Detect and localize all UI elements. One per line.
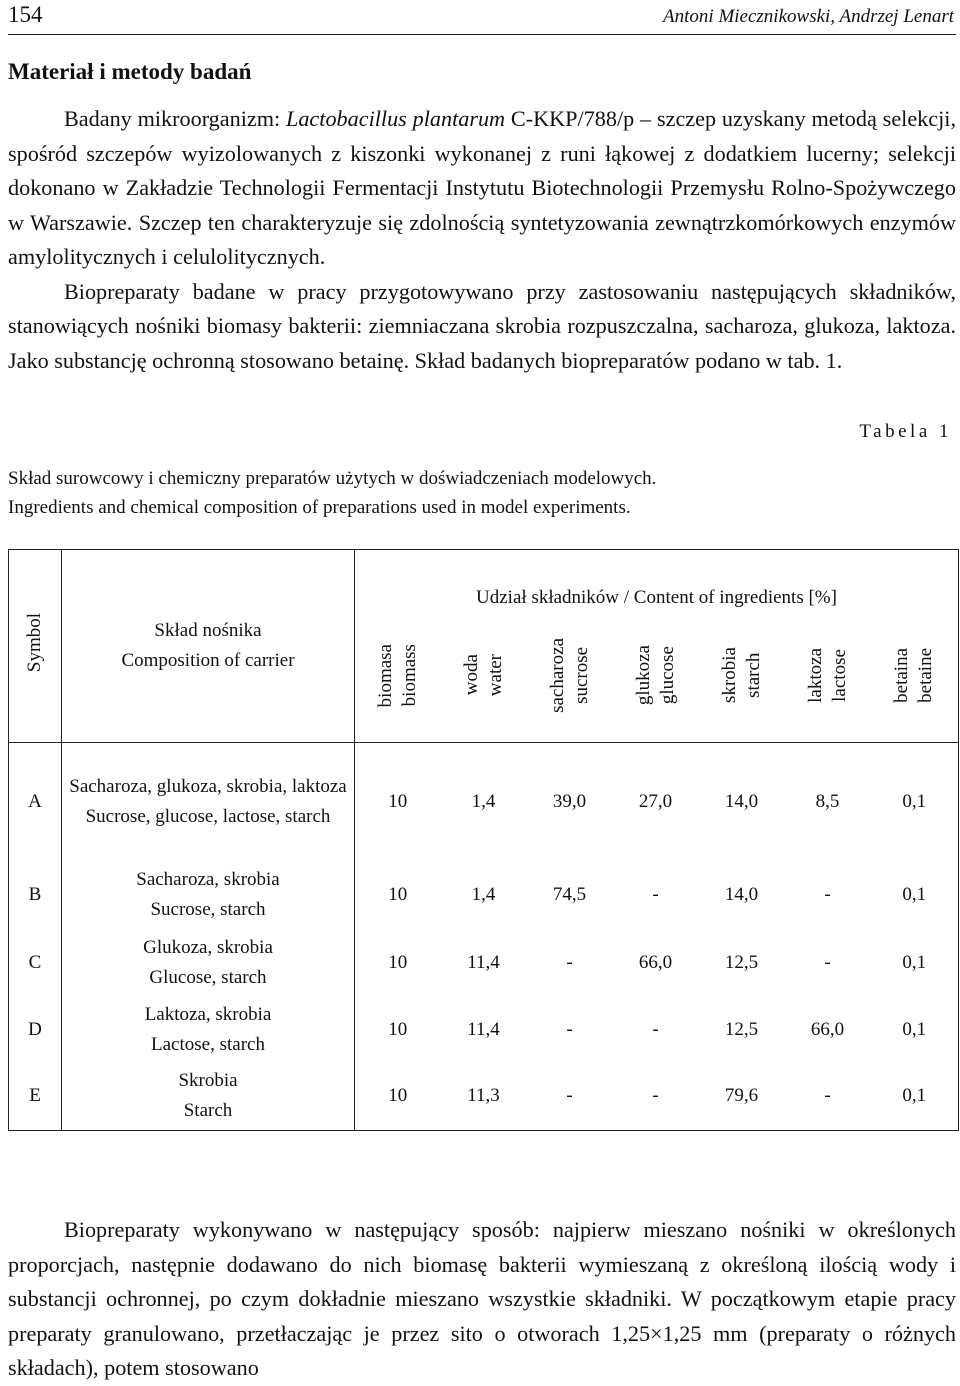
carrier-en: Starch bbox=[183, 1100, 233, 1122]
value-cell: 10 bbox=[388, 790, 408, 812]
paragraph-1-rest: C-KKP/788/p – szczep uzyskany metodą selekcji, spośród szczepów wyizolowanych z kiszonki wykonanej z runi łąkowej z dodatkiem lucerny; selekcji dokonano w Zakładzie Technologii Fermentacji Instytutu Biotechnologii Przemysłu Rolno-Spożywczego w Warszawie. Szczep ten charakteryzuje się zdolnością syntetyzowania zewnątrzkomórkowych enzymów amylolitycznych i celulolitycznych. bbox=[8, 106, 956, 269]
table-row bbox=[9, 997, 959, 1063]
ingredient-header-pl: sacharoza bbox=[546, 637, 568, 713]
ingredient-header-pl: skrobia bbox=[718, 647, 740, 704]
value-cell: 0,1 bbox=[871, 861, 959, 929]
value-cell: - bbox=[652, 883, 659, 905]
row-carrier bbox=[62, 997, 355, 1063]
value-cell: - bbox=[652, 1018, 659, 1040]
page-header bbox=[8, 0, 956, 35]
ingredient-header-pl: biomasa bbox=[374, 643, 396, 707]
value-cell: - bbox=[566, 1018, 573, 1040]
section-title: Materiał i metody badań bbox=[8, 59, 252, 84]
carrier-pl: Skrobia bbox=[178, 1070, 238, 1092]
value-cell: 1,4 bbox=[471, 790, 496, 812]
ingredient-header-en: starch bbox=[742, 652, 764, 698]
species-name: Lactobacillus plantarum bbox=[286, 106, 506, 131]
row-symbol: D bbox=[9, 997, 62, 1063]
table-row bbox=[9, 929, 959, 997]
value-cell: 11,4 bbox=[467, 951, 500, 973]
table-label: Tabela 1 bbox=[859, 421, 952, 442]
value-cell: 12,5 bbox=[724, 1018, 759, 1040]
carrier-en: Lactose, starch bbox=[151, 1033, 265, 1055]
table-row bbox=[9, 861, 959, 929]
value-cell: 14,0 bbox=[724, 883, 759, 905]
value-cell: 0,1 bbox=[871, 929, 959, 997]
paragraph-1-start: Badany mikroorganizm: bbox=[64, 106, 286, 131]
value-cell: 8,5 bbox=[815, 790, 840, 812]
content-header: Udział składników / Content of ingredients [%] bbox=[355, 550, 959, 615]
value-cell: - bbox=[785, 1063, 871, 1131]
ingredient-header-en: glucose bbox=[656, 646, 678, 705]
carrier-header-pl: Skład nośnika bbox=[154, 620, 262, 641]
ingredient-header-pl: laktoza bbox=[804, 647, 826, 703]
document-page bbox=[8, 0, 956, 1380]
running-head: Antoni Miecznikowski, Andrzej Lenart bbox=[663, 6, 954, 27]
value-cell: 39,0 bbox=[552, 790, 587, 812]
carrier-header-en: Composition of carrier bbox=[121, 650, 295, 671]
row-symbol: B bbox=[9, 861, 62, 929]
ingredient-header-en: sucrose bbox=[570, 646, 592, 704]
ingredient-header-pl: woda bbox=[460, 654, 482, 696]
value-cell: 11,4 bbox=[467, 1018, 500, 1040]
value-cell: - bbox=[824, 951, 831, 973]
value-cell: 10 bbox=[388, 1018, 408, 1040]
ingredient-header-starch bbox=[699, 615, 785, 743]
ingredient-header-en: biomass bbox=[398, 644, 420, 707]
value-cell: 1,4 bbox=[471, 883, 496, 905]
value-cell: 10 bbox=[388, 883, 408, 905]
ingredient-header-glucose bbox=[613, 615, 699, 743]
value-cell: 0,1 bbox=[871, 743, 959, 861]
value-cell: 0,1 bbox=[871, 1063, 959, 1131]
ingredient-header-en: lactose bbox=[828, 648, 850, 702]
row-symbol: C bbox=[9, 929, 62, 997]
symbol-header: Symbol bbox=[24, 613, 45, 673]
paragraph-3: Biopreparaty wykonywano w następujący sposób: najpierw mieszano nośniki w określonych proporcjach, następnie dodawano do nich biomasę bakterii wymieszaną z określoną ilością wody i substancji ochronnej, po czym dokładnie mieszano wszystkie składniki. W początkowym etapie pracy preparaty granulowano, przetłaczając je przez sito o otworach 1,25×1,25 mm (preparaty o różnych składach), potem stosowano bbox=[8, 1217, 956, 1380]
ingredient-header-biomass bbox=[355, 615, 441, 743]
page-number: 154 bbox=[8, 2, 43, 27]
table-caption bbox=[8, 464, 956, 522]
row-carrier bbox=[62, 861, 355, 929]
value-cell: - bbox=[613, 1063, 699, 1131]
value-cell: 66,0 bbox=[638, 951, 673, 973]
value-cell: 14,0 bbox=[724, 790, 759, 812]
row-symbol: E bbox=[9, 1063, 62, 1131]
value-cell: - bbox=[824, 883, 831, 905]
carrier-header-cell bbox=[62, 550, 355, 743]
value-cell: 0,1 bbox=[871, 997, 959, 1063]
ingredient-header-pl: glukoza bbox=[632, 645, 654, 706]
carrier-en: Sucrose, starch bbox=[150, 898, 266, 920]
row-carrier bbox=[62, 743, 355, 861]
value-cell: 66,0 bbox=[810, 1018, 845, 1040]
caption-english: Ingredients and chemical composition of preparations used in model experiments. bbox=[8, 497, 631, 518]
ingredient-header-lactose bbox=[785, 615, 871, 743]
value-cell: 79,6 bbox=[699, 1063, 785, 1131]
carrier-pl: Laktoza, skrobia bbox=[144, 1003, 272, 1025]
value-cell: - bbox=[566, 951, 573, 973]
value-cell: 74,5 bbox=[552, 883, 587, 905]
row-symbol: A bbox=[9, 743, 62, 861]
row-carrier bbox=[62, 1063, 355, 1131]
carrier-en: Sucrose, glucose, lactose, starch bbox=[85, 805, 331, 827]
carrier-pl: Sacharoza, glukoza, skrobia, laktoza bbox=[69, 775, 347, 797]
carrier-pl: Sacharoza, skrobia bbox=[136, 868, 280, 890]
symbol-header-cell bbox=[9, 550, 62, 743]
value-cell: 11,3 bbox=[441, 1063, 527, 1131]
value-cell: - bbox=[527, 1063, 613, 1131]
carrier-en: Glucose, starch bbox=[149, 966, 267, 988]
ingredient-header-en: betaine bbox=[915, 647, 937, 703]
ingredient-header-water bbox=[441, 615, 527, 743]
value-cell: 10 bbox=[388, 951, 408, 973]
table-row bbox=[9, 1063, 959, 1131]
ingredient-header-pl: betaina bbox=[891, 647, 913, 703]
value-cell: 12,5 bbox=[724, 951, 759, 973]
ingredient-header-betaine bbox=[871, 615, 959, 743]
ingredient-header-en: water bbox=[484, 654, 506, 697]
row-carrier bbox=[62, 929, 355, 997]
caption-polish: Skład surowcowy i chemiczny preparatów użytych w doświadczeniach modelowych. bbox=[8, 468, 657, 489]
value-cell: 10 bbox=[355, 1063, 441, 1131]
composition-table bbox=[8, 549, 959, 1131]
ingredient-header-sucrose bbox=[527, 615, 613, 743]
carrier-pl: Glukoza, skrobia bbox=[143, 936, 273, 958]
table-row bbox=[9, 743, 959, 861]
paragraph-2: Biopreparaty badane w pracy przygotowywano przy zastosowaniu następujących składników, stanowiących nośniki biomasy bakterii: ziemniaczana skrobia rozpuszczalna, sacharoza, glukoza, laktoza. Jako substancję ochronną stosowano betainę. Skład badanych biopreparatów podano w tab. 1. bbox=[8, 278, 956, 373]
value-cell: 27,0 bbox=[638, 790, 673, 812]
paragraph-1 bbox=[8, 102, 956, 275]
